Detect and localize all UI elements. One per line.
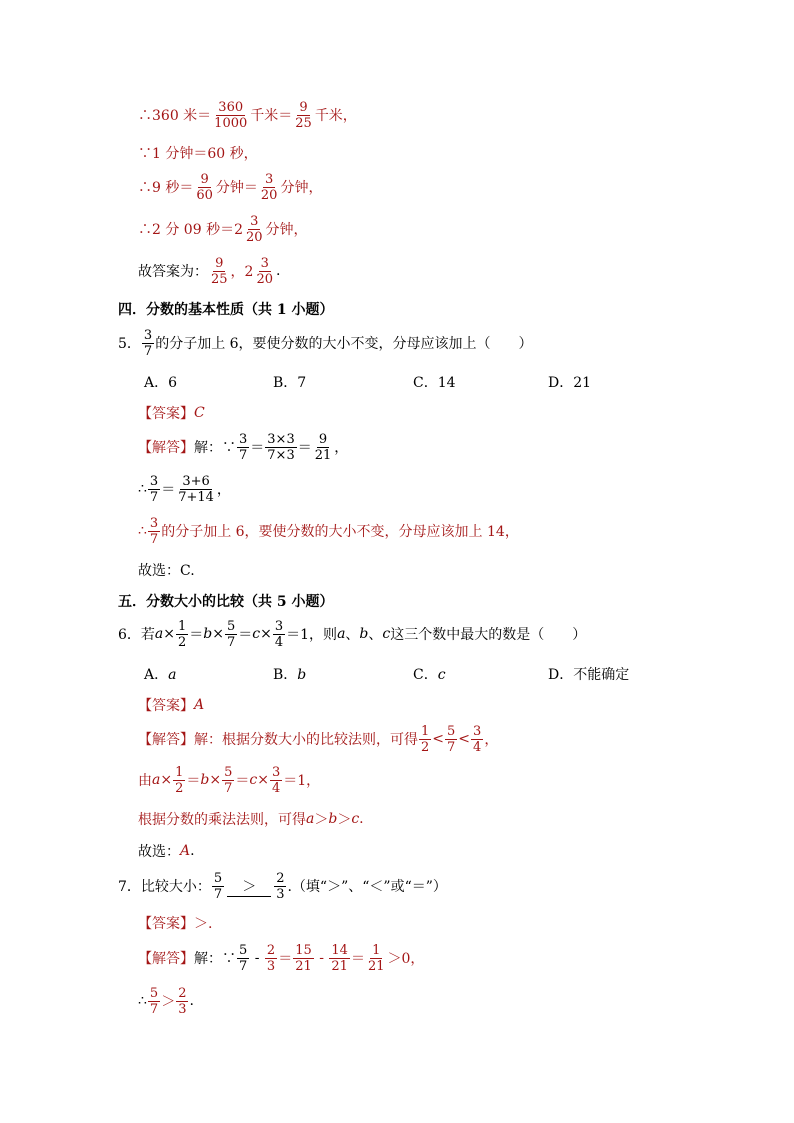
text: - (250, 950, 264, 966)
sol4-line-2 (138, 136, 258, 170)
variable: c (351, 811, 360, 827)
fraction: $\frac{3}{20}$ (256, 255, 274, 287)
q7-solution-1 (138, 941, 424, 975)
text: 分钟， (265, 222, 308, 238)
text: ∴360 米＝ (138, 108, 212, 124)
text: × (160, 772, 173, 788)
text: ＝1， (283, 773, 321, 789)
q7-answer (138, 906, 212, 940)
answer-value: A (180, 843, 191, 859)
text: ∴2 分 09 秒＝2 (138, 222, 243, 238)
text: 若 (140, 627, 155, 643)
text: ＝ (235, 773, 250, 789)
solution-label: 【解答】 (138, 951, 194, 967)
text: 根据分数的乘法法则，可得 (138, 812, 306, 828)
variable: b (328, 811, 338, 827)
fraction: $\frac{3\times 3}{7\times 3}$ (267, 431, 295, 463)
fraction: $\frac{5}{7}$ (224, 764, 233, 796)
text: ， (334, 440, 349, 456)
variable: b (359, 626, 369, 642)
fraction: $\frac{1}{2}$ (178, 618, 187, 650)
answer-label: 【答案】 (138, 698, 194, 714)
fraction: $\frac{2}{3}$ (276, 870, 285, 902)
answer-label: 【答案】 (138, 916, 194, 932)
text: ， (484, 732, 499, 748)
text: 故答案为： (138, 264, 208, 280)
q5-stem (118, 326, 533, 360)
text: < (432, 731, 445, 747)
q5-solution-4: 故选：C. (138, 563, 195, 579)
q6-options (138, 657, 698, 691)
fraction: $\frac{3}{4}$ (274, 618, 284, 650)
section-4-title: 四．分数的基本性质（共 1 小题） (118, 302, 334, 318)
q7-stem (118, 869, 447, 903)
variable: a (337, 626, 346, 642)
q7-solution-2 (138, 984, 194, 1018)
text: 由 (138, 773, 152, 789)
text: < (458, 731, 471, 747)
fraction: $\frac{3}{7}$ (239, 431, 248, 463)
text: . (359, 811, 364, 827)
text: ∵1 分钟＝60 秒， (138, 146, 258, 162)
fraction: $\frac{3}{4}$ (473, 723, 482, 755)
text: × (209, 772, 222, 788)
fraction: $\frac{3}{20}$ (245, 213, 263, 245)
text: 、 (345, 627, 360, 643)
fraction: $\frac{3}{4}$ (271, 764, 281, 796)
question-number: 6． (118, 627, 141, 643)
answer-value: A (194, 697, 205, 713)
fraction: $\frac{5}{7}$ (239, 942, 248, 974)
variable: a (152, 772, 161, 788)
fraction: $\frac{1}{21}$ (367, 942, 385, 974)
text: ＞ (314, 812, 329, 828)
text: × (257, 772, 269, 788)
option-d: D．不能确定 (548, 667, 630, 683)
fraction: $\frac{5}{7}$ (447, 723, 456, 755)
answer-value: ＞. (194, 916, 213, 932)
fraction: $\frac{5}{7}$ (149, 985, 159, 1017)
variable: c (252, 626, 261, 642)
q5-solution-2 (138, 472, 231, 506)
variable: c (382, 626, 391, 642)
text: ＝ (238, 627, 253, 643)
text: ∴ (138, 481, 147, 497)
text: ＝ (250, 440, 265, 456)
q6-solution-4 (138, 834, 195, 868)
variable: a (154, 626, 164, 642)
text: 分钟＝ (215, 180, 258, 196)
text: - (314, 950, 329, 966)
fraction: $\frac{3}{7}$ (149, 515, 159, 547)
section-5-title: 五．分数大小的比较（共 5 小题） (118, 594, 334, 610)
variable: b (203, 626, 213, 642)
text: ＝ (189, 627, 204, 643)
text: 、 (368, 627, 383, 643)
text: 的分子加上 6，要使分数的大小不变，分母应该加上（ ） (155, 336, 533, 352)
fraction: $\frac{1}{2}$ (175, 764, 184, 796)
fraction: $\frac{9}{21}$ (314, 431, 332, 463)
text: 千米＝ (250, 108, 293, 124)
q5-solution-1 (138, 430, 348, 464)
text: 故选： (138, 844, 180, 860)
text: 的分子加上 6，要使分数的大小不变，分母应该加上 14， (161, 524, 519, 540)
text: 解：∵ (194, 951, 236, 967)
q5-options (138, 365, 698, 399)
fraction: $\frac{5}{7}$ (213, 870, 223, 902)
text: ∴9 秒＝ (138, 180, 194, 196)
question-number: 5． (118, 336, 141, 352)
fraction: $\frac{3+6}{7+14}$ (178, 473, 214, 505)
text: . (276, 263, 281, 279)
text: ∴ (138, 523, 147, 539)
option-a: A．6 (144, 375, 178, 391)
fraction: $\frac{9}{60}$ (196, 171, 213, 203)
sol4-line-5 (138, 254, 280, 288)
q6-solution-1 (138, 722, 498, 756)
q6-stem (118, 617, 586, 651)
text: × (260, 626, 272, 642)
fraction: $\frac{2}{3}$ (266, 942, 276, 974)
fraction: $\frac{3}{7}$ (149, 473, 159, 505)
text: × (212, 626, 224, 642)
fraction: $\frac{9}{25}$ (295, 99, 312, 131)
fraction: $\frac{15}{21}$ (295, 942, 312, 974)
text: 这三个数中最大的数是（ ） (390, 627, 587, 643)
q6-solution-2 (138, 763, 320, 797)
text: .（填“＞”、“＜”或“＝”） (287, 879, 447, 895)
text: ＞ (161, 994, 176, 1010)
question-number: 7． (118, 879, 141, 895)
fraction: $\frac{5}{7}$ (227, 618, 236, 650)
text: ∴ (138, 993, 147, 1009)
q5-solution-3 (138, 514, 519, 548)
text: 解：根据分数大小的比较法则，可得 (194, 732, 418, 748)
text: ＝ (350, 951, 365, 967)
option-a: A．a (144, 667, 177, 683)
variable: a (306, 811, 315, 827)
q6-solution-3 (138, 802, 364, 836)
fraction: $\frac{1}{2}$ (421, 723, 430, 755)
variable: b (200, 772, 210, 788)
variable: c (249, 772, 258, 788)
text: ＝ (161, 482, 176, 498)
sol4-line-3 (138, 170, 322, 204)
answer-label: 【答案】 (138, 406, 194, 422)
text: ＝ (278, 951, 293, 967)
sol4-line-1 (138, 98, 357, 132)
q5-answer (138, 396, 205, 430)
fraction: $\frac{9}{25}$ (211, 255, 228, 287)
option-b: B．b (273, 667, 307, 683)
text: . (189, 993, 194, 1009)
option-d: D．21 (548, 375, 592, 391)
fraction: $\frac{2}{3}$ (178, 985, 187, 1017)
text: . (190, 843, 195, 859)
text: ＝1，则 (286, 627, 338, 643)
fraction: $\frac{3}{20}$ (260, 171, 278, 203)
text: ＞0， (387, 951, 425, 967)
option-b: B．7 (273, 375, 307, 391)
solution-label: 【解答】 (138, 732, 194, 748)
text: 比较大小： (140, 879, 211, 895)
answer-value: C (194, 405, 205, 421)
text: 千米， (314, 108, 357, 124)
solution-label: 【解答】 (138, 440, 194, 456)
fraction: $\frac{14}{21}$ (331, 942, 348, 974)
text: 解：∵ (194, 440, 236, 456)
sol4-line-4 (138, 212, 308, 246)
text: ＞ (337, 812, 352, 828)
text: 分钟， (280, 180, 323, 196)
answer-blank[interactable]: ＞ (227, 876, 271, 897)
text: × (163, 626, 176, 642)
fraction: $\frac{3}{7}$ (143, 327, 153, 359)
text: ＝ (186, 773, 201, 789)
text: ， (216, 482, 231, 498)
option-c: C．14 (413, 375, 456, 391)
text: ，2 (230, 264, 254, 280)
q6-answer (138, 688, 204, 722)
fraction: $\frac{360}{1000}$ (214, 99, 248, 131)
text: ＝ (297, 440, 312, 456)
option-c: C．c (413, 667, 446, 683)
